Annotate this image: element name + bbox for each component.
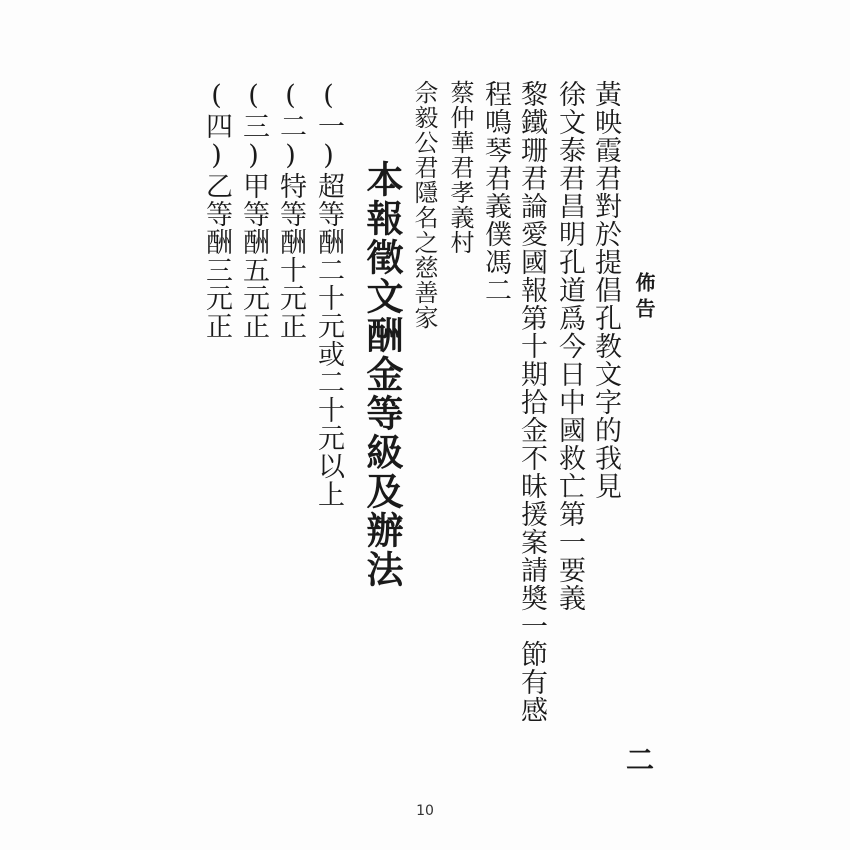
reward-item: (四)乙等酬三元正 <box>201 80 232 340</box>
page-number: 10 <box>416 803 434 819</box>
reward-item: (二)特等酬十元正 <box>275 80 306 340</box>
entry-item: 黎鐵珊君論愛國報第十期拾金不昧援案請奬一節有感 <box>516 80 547 724</box>
section-title: 佈告 <box>632 272 656 324</box>
entry-item: 程鳴琴君義僕馮二 <box>480 80 511 304</box>
section-heading: 本報徵文酬金等級及辦法 <box>360 160 404 589</box>
entry-item: 黃映霞君對於提倡孔教文字的我見 <box>590 80 621 500</box>
reward-item: (三)甲等酬五元正 <box>238 80 269 340</box>
page-numeral: 二 <box>622 745 655 773</box>
entry-item: 蔡仲華君孝義村 <box>446 80 474 255</box>
entry-item: 徐文泰君昌明孔道爲今日中國救亡第一要義 <box>554 80 585 612</box>
reward-item: (一)超等酬二十元或二十元以上 <box>313 80 344 508</box>
entry-item: 佘毅公君隱名之慈善家 <box>410 80 438 330</box>
